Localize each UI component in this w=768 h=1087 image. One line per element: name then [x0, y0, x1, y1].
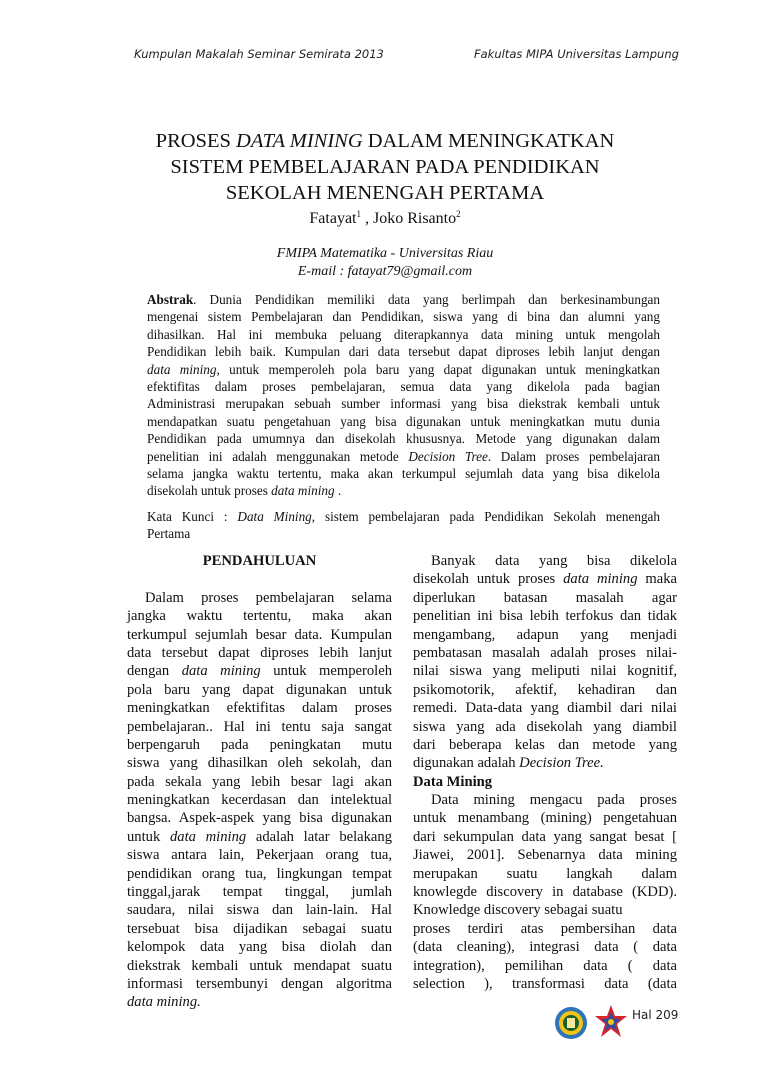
paper-title — [120, 128, 650, 206]
body-line: terkumpul sejumlah besar data. Kumpulan — [127, 626, 392, 643]
body-line: pada sekala yang lebih besar lagi akan — [127, 773, 392, 790]
abstract-line: selama jangka waktu tertentu, maka akan terkumpul sejumlah data yang bisa dikelola — [147, 465, 660, 481]
email: E-mail : fatayat79@gmail.com — [297, 264, 473, 279]
body-italic: data mining — [181, 663, 261, 680]
abstract-line — [147, 291, 660, 308]
title-line-2: SISTEM PEMBELAJARAN PADA PENDIDIKAN — [170, 156, 600, 178]
abstract-line: mendapatkan suatu pengetahuan yang bisa digunakan untuk meningkatkan mutu dunia — [147, 413, 660, 429]
body-line: diekstrak kembali untuk mendapat suatu — [127, 957, 392, 974]
abstract-line: Pendidikan pada umumnya dan disekolah khususnya. Metode yang digunakan dalam — [147, 431, 660, 447]
body-line: meningkatkan efektifitas dalam proses — [127, 700, 392, 717]
university-seal-icon — [554, 1006, 588, 1045]
author-1-affil: 1 — [356, 209, 361, 219]
keywords — [147, 508, 660, 543]
body-line: (data cleaning), integrasi data ( data — [413, 939, 677, 956]
abstract-line: efektifitas dalam proses pembelajaran, semua data yang dikelola pada bagian — [147, 378, 660, 394]
keywords-italic: Data Mining — [237, 509, 312, 524]
body-line: proses terdiri atas pembersihan data — [413, 920, 677, 937]
body-line: Jiawei, 2001]. Sebenarnya data mining — [413, 847, 677, 864]
keywords-label: Kata Kunci : — [147, 509, 238, 524]
body-text: untuk — [127, 828, 170, 845]
body-line: untuk menambang (mining) pengetahuan — [413, 810, 677, 827]
title-italic: DATA MINING — [236, 130, 363, 152]
body-line: kelompok data yang bisa diolah dan — [127, 939, 392, 956]
abstract-text: . Dalam proses pembelajaran — [487, 448, 660, 464]
body-line: saudara, nilai siswa dan lain-lain. Hal — [127, 902, 392, 919]
body-italic: data mining. — [127, 994, 201, 1011]
body-line: nilai siswa yang meliputi nilai kognitif, — [413, 663, 677, 680]
body-line: pendidikan orang tua, lingkungan tempat — [127, 865, 392, 882]
body-line: tersebuat bisa dijadikan sebagai suatu — [127, 920, 392, 937]
spacer — [127, 570, 392, 588]
left-column — [127, 552, 392, 1012]
body-line — [127, 828, 392, 846]
body-line — [127, 993, 392, 1011]
abstract-line: dihasilkan. Hal ini membuka peluang diterapkannya data mining untuk mengolah — [147, 326, 660, 342]
abstract — [147, 291, 660, 500]
abstract-italic: data mining — [147, 361, 217, 377]
body-line: penelitian ini bisa lebih terfokus dan tidak — [413, 608, 677, 625]
author-separator: , — [360, 210, 373, 227]
body-text: digunakan adalah — [413, 755, 520, 772]
abstract-text: penelitian ini adalah menggunakan metode — [147, 448, 409, 464]
title-line-1 — [120, 128, 650, 154]
body-text: untuk memperoleh — [260, 663, 392, 680]
abstract-line: mengenai sistem Pembelajaran dan Pendidikan, siswa yang di bina dan alumni yang — [147, 309, 660, 325]
author-1: Fatayat — [309, 210, 357, 227]
abstract-italic: Decision Tree — [408, 448, 488, 464]
body-line: data tersebut dapat diproses lebih lanjut — [127, 644, 392, 661]
keywords-line — [147, 508, 660, 525]
body-italic: data mining — [563, 571, 638, 588]
body-line — [413, 754, 677, 772]
body-line: selection ), transformasi data (data — [413, 975, 677, 992]
author-2: Joko Risanto — [372, 210, 457, 227]
body-line: Dalam proses pembelajaran selama — [145, 589, 392, 606]
body-line — [413, 570, 677, 588]
abstract-label: Abstrak — [147, 292, 194, 307]
body-line: informasi tersembunyi dengan algoritma — [127, 975, 392, 992]
body-line: dari sekumpulan data yang sangat besat [ — [413, 828, 677, 845]
body-line: merupakan suatu langkah dalam — [413, 865, 677, 882]
body-line: bangsa. Aspek-aspek yang bisa digunakan — [127, 810, 392, 827]
body-line: berpengaruh pada peningkatan mutu — [127, 736, 392, 753]
body-italic: data mining — [169, 828, 247, 845]
running-header-right: Fakultas MIPA Universitas Lampung — [474, 47, 679, 61]
title-text: PROSES — [155, 130, 237, 152]
running-header-left: Kumpulan Makalah Seminar Semirata 2013 — [134, 47, 384, 61]
body-line: psikomotorik, afektif, kehadiran dan — [413, 681, 677, 698]
body-line: meningkatkan kecerdasan dan intelektual — [127, 792, 392, 809]
body-text: disekolah untuk proses — [413, 571, 564, 588]
abstract-text: disekolah untuk proses — [147, 483, 272, 499]
body-line: siswa yang ada disekolah yang diambil — [413, 718, 677, 735]
body-line: Knowledge discovery sebagai suatu — [413, 902, 623, 919]
body-line: pembatasan masalah adalah proses nilai- — [413, 644, 677, 661]
body-text: maka — [637, 571, 677, 588]
body-line: Data mining mengacu pada proses — [431, 792, 677, 809]
body-line: pembelajaran.. Hal ini tentu saja sangat — [127, 718, 392, 735]
abstract-line — [147, 482, 660, 499]
body-line: Banyak data yang bisa dikelola — [431, 553, 677, 569]
body-line: dari beberapa kelas dan metode yang — [413, 736, 677, 753]
body-line: diperlukan batasan masalah agar — [413, 589, 677, 606]
body-text: dengan — [127, 663, 182, 680]
abstract-italic: data mining — [271, 483, 335, 499]
page-number: Hal 209 — [632, 1008, 679, 1022]
keywords-line: Pertama — [147, 526, 191, 542]
abstract-line: Administrasi merupakan sebuah sumber informasi yang bisa diekstrak kembali untuk — [147, 396, 660, 412]
body-line: remedi. Data-data yang diambil dari nilai — [413, 700, 677, 717]
authors — [120, 209, 650, 228]
body-italic: Decision Tree. — [519, 755, 604, 772]
right-column — [413, 552, 677, 993]
title-line-3: SEKOLAH MENENGAH PERTAMA — [225, 182, 545, 204]
abstract-text: . — [334, 483, 342, 499]
title-text: DALAM MENINGKATKAN — [362, 130, 615, 152]
affiliation: FMIPA Matematika - Universitas Riau — [276, 246, 494, 261]
semirata-star-logo-icon — [594, 1004, 628, 1045]
body-line: pola baru yang dapat digunakan untuk — [127, 681, 392, 698]
body-text: adalah latar belakang — [246, 828, 393, 845]
author-2-affil: 2 — [456, 209, 461, 219]
abstract-line: Pendidikan lebih baik. Kumpulan dari data tersebut dapat diproses lebih lanjut dengan — [147, 344, 660, 360]
body-line — [127, 662, 392, 680]
subheading-data-mining: Data Mining — [413, 773, 493, 790]
body-line: jangka waktu tertentu, maka akan — [127, 608, 392, 625]
body-line: tinggal,jarak tempat tinggal, jumlah — [127, 884, 392, 901]
abstract-text: . Dunia Pendidikan memiliki data yang berlimpah dan berkesinambungan — [193, 292, 660, 307]
abstract-text: , untuk memperoleh pola baru yang dapat digunakan untuk meningkatkan — [216, 361, 661, 377]
body-line: mengambang, adapun yang menjadi — [413, 626, 677, 643]
body-line: siswa yang dihasilkan oleh sekolah, dan — [127, 755, 392, 772]
body-line: integration), pemilihan data ( data — [413, 957, 677, 974]
section-heading-pendahuluan: PENDAHULUAN — [202, 553, 317, 569]
abstract-line — [147, 361, 660, 378]
body-line: siswa antara lain, Pekerjaan orang tua, — [127, 847, 392, 864]
abstract-line — [147, 448, 660, 465]
keywords-text: , sistem pembelajaran pada Pendidikan Sekolah menengah — [311, 509, 660, 524]
body-line: knowlegde discovery in database (KDD). — [413, 884, 677, 901]
